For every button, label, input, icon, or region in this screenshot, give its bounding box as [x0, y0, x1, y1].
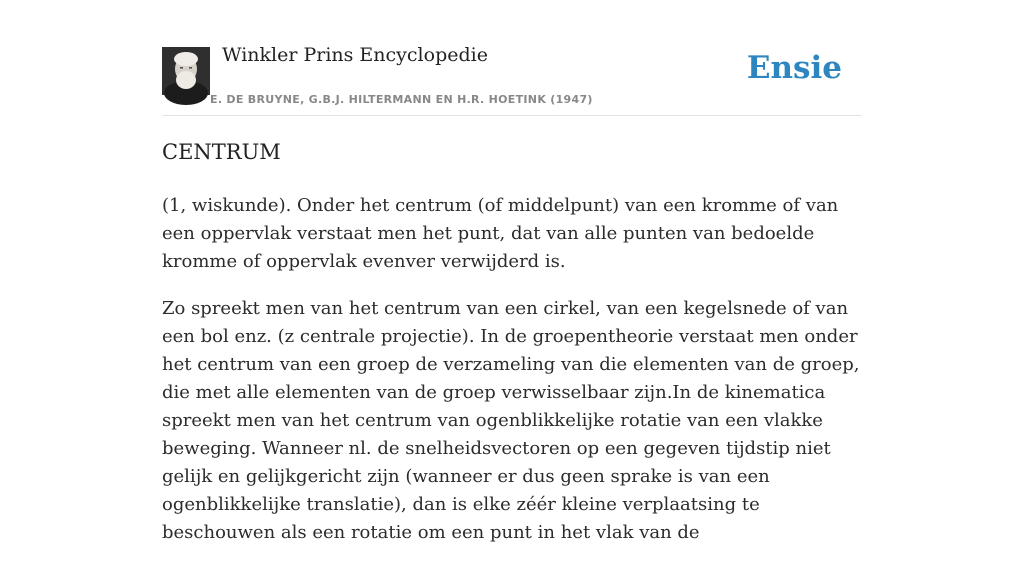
- source-title[interactable]: Winkler Prins Encyclopedie: [222, 44, 488, 66]
- article-paragraph: Zo spreekt men van het centrum van een cirkel, van een kegelsnede of van een bol enz. (z centrale projectie). In de groepentheorie verstaat men onder het centrum van een groep de verzameling van die elementen van de groep, die met alle elementen van de groep verwisselbaar zijn.In de kinematica spreekt men van het centrum van ogenblikkelijke rotatie van een vlakke beweging. Wanneer nl. de snelheidsvectoren op een gegeven tijdstip niet gelijk en gelijkgericht zijn (wanneer er dus geen sprake is van een ogenblikkelijke translatie), dan is elke zéér kleine verplaatsing te beschouwen als een rotatie om een punt in het vlak van de: [162, 298, 860, 543]
- article-body: [162, 192, 867, 566]
- source-header: [162, 0, 862, 116]
- article-title: CENTRUM: [162, 140, 281, 164]
- author-portrait-icon: [162, 47, 210, 95]
- ensie-logo[interactable]: Ensie: [746, 50, 842, 86]
- author-avatar: [162, 47, 210, 95]
- article-paragraph: (1, wiskunde). Onder het centrum (of middelpunt) van een kromme of van een oppervlak verstaat men het punt, dat van alle punten van bedoelde kromme of oppervlak evenver verwijderd is.: [162, 195, 839, 272]
- source-authors: E. DE BRUYNE, G.B.J. HILTERMANN EN H.R. HOETINK (1947): [210, 93, 593, 106]
